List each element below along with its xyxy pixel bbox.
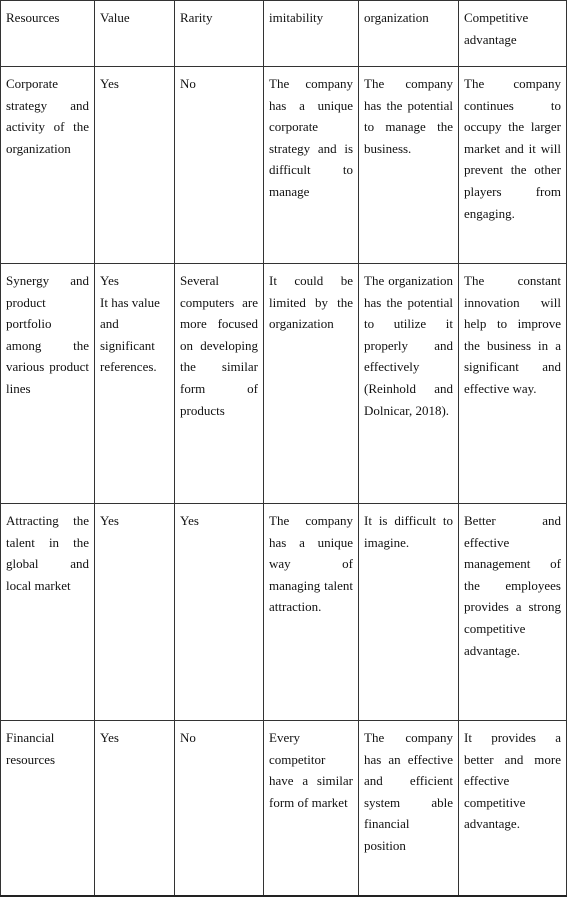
value-text: Yes xyxy=(100,76,119,91)
table-row xyxy=(1,504,567,721)
header-cell-rarity: Rarity xyxy=(175,1,264,67)
advantage-cell: It provides a better and more effective competitive advantage. xyxy=(459,721,567,896)
resource-cell: Attracting the talent in the global and local market xyxy=(1,504,95,721)
value-text: Yes xyxy=(100,730,119,745)
resource-cell: Financial resources xyxy=(1,721,95,896)
value-cell xyxy=(95,67,175,264)
rarity-cell: No xyxy=(175,67,264,264)
rarity-cell: Several computers are more focused on developing the similar form of products xyxy=(175,264,264,504)
header-cell-imitability: imitability xyxy=(264,1,359,67)
header-cell-value: Value xyxy=(95,1,175,67)
rarity-cell: Yes xyxy=(175,504,264,721)
value-note: It has value and significant references. xyxy=(100,294,160,375)
imitability-cell: Every competitor have a similar form of market xyxy=(264,721,359,896)
organization-cell: The company has an effective and efficient system able financial position xyxy=(359,721,459,896)
rarity-cell: No xyxy=(175,721,264,896)
header-cell-competitive-advantage: Competitive advantage xyxy=(459,1,567,67)
advantage-cell: Better and effective management of the employees provides a strong competitive advantage. xyxy=(459,504,567,721)
organization-cell: It is difficult to imagine. xyxy=(359,504,459,721)
table-row xyxy=(1,67,567,264)
table-row xyxy=(1,721,567,896)
value-text: Yes xyxy=(100,273,119,288)
organization-cell: The company has the potential to manage the business. xyxy=(359,67,459,264)
resource-cell: Synergy and product portfolio among the various product lines xyxy=(1,264,95,504)
imitability-cell: It could be limited by the organization xyxy=(264,264,359,504)
advantage-cell: The company continues to occupy the larger market and it will prevent the other players from engaging. xyxy=(459,67,567,264)
value-cell xyxy=(95,264,175,504)
table-header-row xyxy=(1,1,567,67)
advantage-cell: The constant innovation will help to improve the business in a significant and effective way. xyxy=(459,264,567,504)
imitability-cell: The company has a unique way of managing talent attraction. xyxy=(264,504,359,721)
resource-cell: Corporate strategy and activity of the organization xyxy=(1,67,95,264)
header-cell-organization: organization xyxy=(359,1,459,67)
value-cell xyxy=(95,504,175,721)
imitability-cell: The company has a unique corporate strategy and is difficult to manage xyxy=(264,67,359,264)
table-row xyxy=(1,264,567,504)
value-text: Yes xyxy=(100,513,119,528)
value-cell xyxy=(95,721,175,896)
organization-cell: The organization has the potential to utilize it properly and effectively (Reinhold and Dolnicar, 2018). xyxy=(359,264,459,504)
header-cell-resources: Resources xyxy=(1,1,95,67)
